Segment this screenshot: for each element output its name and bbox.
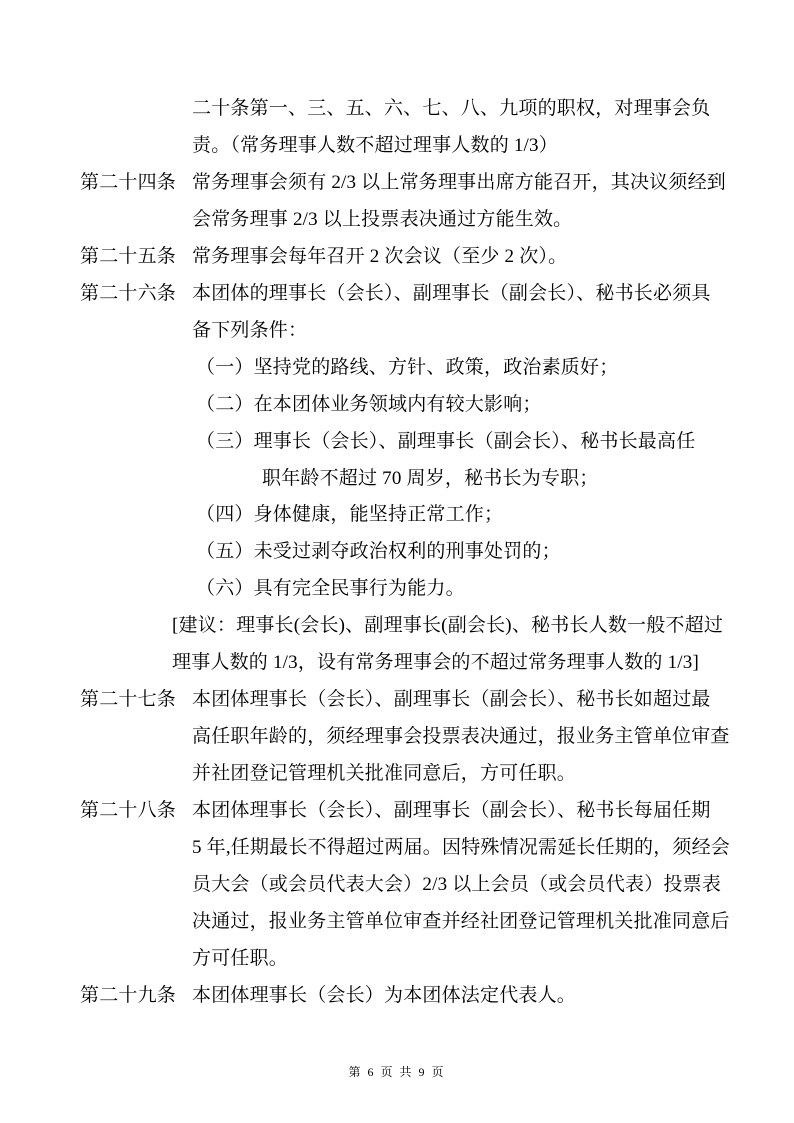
article-26-text-line-1: 本团体的理事长（会长）、副理事长（副会长）、秘书长必须具 bbox=[192, 283, 711, 304]
article-28-text-line-2: 5 年,任期最长不得超过两届。因特殊情况需延长任期的，须经会 bbox=[192, 837, 731, 858]
condition-item-5 bbox=[196, 540, 561, 564]
condition-text: 身体健康，能坚持正常工作； bbox=[253, 504, 504, 525]
condition-number: （二） bbox=[196, 394, 254, 415]
article-23-continuation-line-1: 二十条第一、三、五、六、七、八、九项的职权，对理事会负 bbox=[192, 98, 711, 119]
article-27-text-line-3: 并社团登记管理机关批准同意后，方可任职。 bbox=[192, 763, 577, 784]
article-26-text-line-2: 备下列条件： bbox=[192, 320, 308, 341]
suggestion-note-line-1: [建议：理事长(会长)、副理事长(副会长)、秘书长人数一般不超过 bbox=[172, 615, 724, 636]
article-28-text-line-3: 员大会（或会员代表大会）2/3 以上会员（或会员代表）投票表 bbox=[192, 874, 722, 895]
condition-text: 在本团体业务领域内有较大影响； bbox=[253, 394, 542, 415]
article-24-text-line-2: 会常务理事 2/3 以上投票表决通过方能生效。 bbox=[192, 209, 573, 230]
condition-item-3 bbox=[196, 430, 695, 454]
condition-number: （一） bbox=[196, 357, 254, 378]
condition-item-1 bbox=[196, 356, 618, 380]
article-27-text-line-2: 高任职年龄的，须经理事会投票表决通过，报业务主管单位审查 bbox=[192, 726, 730, 747]
page-number-footer: 第 6 页 共 9 页 bbox=[348, 1065, 446, 1079]
article-24-label: 第二十四条 bbox=[80, 172, 177, 193]
article-27-text-line-1: 本团体理事长（会长）、副理事长（副会长）、秘书长如超过最 bbox=[192, 689, 711, 710]
article-29-label: 第二十九条 bbox=[80, 985, 177, 1006]
condition-text: 坚持党的路线、方针、政策，政治素质好； bbox=[253, 357, 619, 378]
condition-text: 未受过剥夺政治权利的刑事处罚的； bbox=[253, 541, 561, 562]
condition-number: （四） bbox=[196, 504, 254, 525]
article-28-text-line-5: 方可任职。 bbox=[192, 948, 289, 969]
condition-item-3-continuation: 职年龄不超过 70 周岁，秘书长为专职； bbox=[262, 468, 599, 489]
article-28-text-line-1: 本团体理事长（会长）、副理事长（副会长）、秘书长每届任期 bbox=[192, 800, 711, 821]
article-23-continuation-line-2: 责。（常务理事人数不超过理事人数的 1/3） bbox=[192, 135, 558, 156]
article-29-text: 本团体理事长（会长）为本团体法定代表人。 bbox=[192, 985, 577, 1006]
condition-number: （五） bbox=[196, 541, 254, 562]
article-28-label: 第二十八条 bbox=[80, 800, 177, 821]
condition-number: （六） bbox=[196, 578, 254, 599]
condition-number: （三） bbox=[196, 431, 254, 452]
article-25-text: 常务理事会每年召开 2 次会议（至少 2 次）。 bbox=[192, 246, 568, 267]
condition-item-6 bbox=[196, 577, 465, 601]
article-25-label: 第二十五条 bbox=[80, 246, 177, 267]
condition-item-4 bbox=[196, 503, 503, 527]
condition-item-2 bbox=[196, 393, 542, 417]
article-26-label: 第二十六条 bbox=[80, 283, 177, 304]
article-24-text-line-1: 常务理事会须有 2/3 以上常务理事出席方能召开，其决议须经到 bbox=[192, 172, 726, 193]
article-27-label: 第二十七条 bbox=[80, 689, 177, 710]
condition-text: 理事长（会长）、副理事长（副会长）、秘书长最高任 bbox=[253, 431, 696, 452]
condition-text: 具有完全民事行为能力。 bbox=[253, 578, 465, 599]
suggestion-note-line-2: 理事人数的 1/3，设有常务理事会的不超过常务理事人数的 1/3] bbox=[172, 652, 699, 673]
article-28-text-line-4: 决通过，报业务主管单位审查并经社团登记管理机关批准同意后 bbox=[192, 911, 730, 932]
